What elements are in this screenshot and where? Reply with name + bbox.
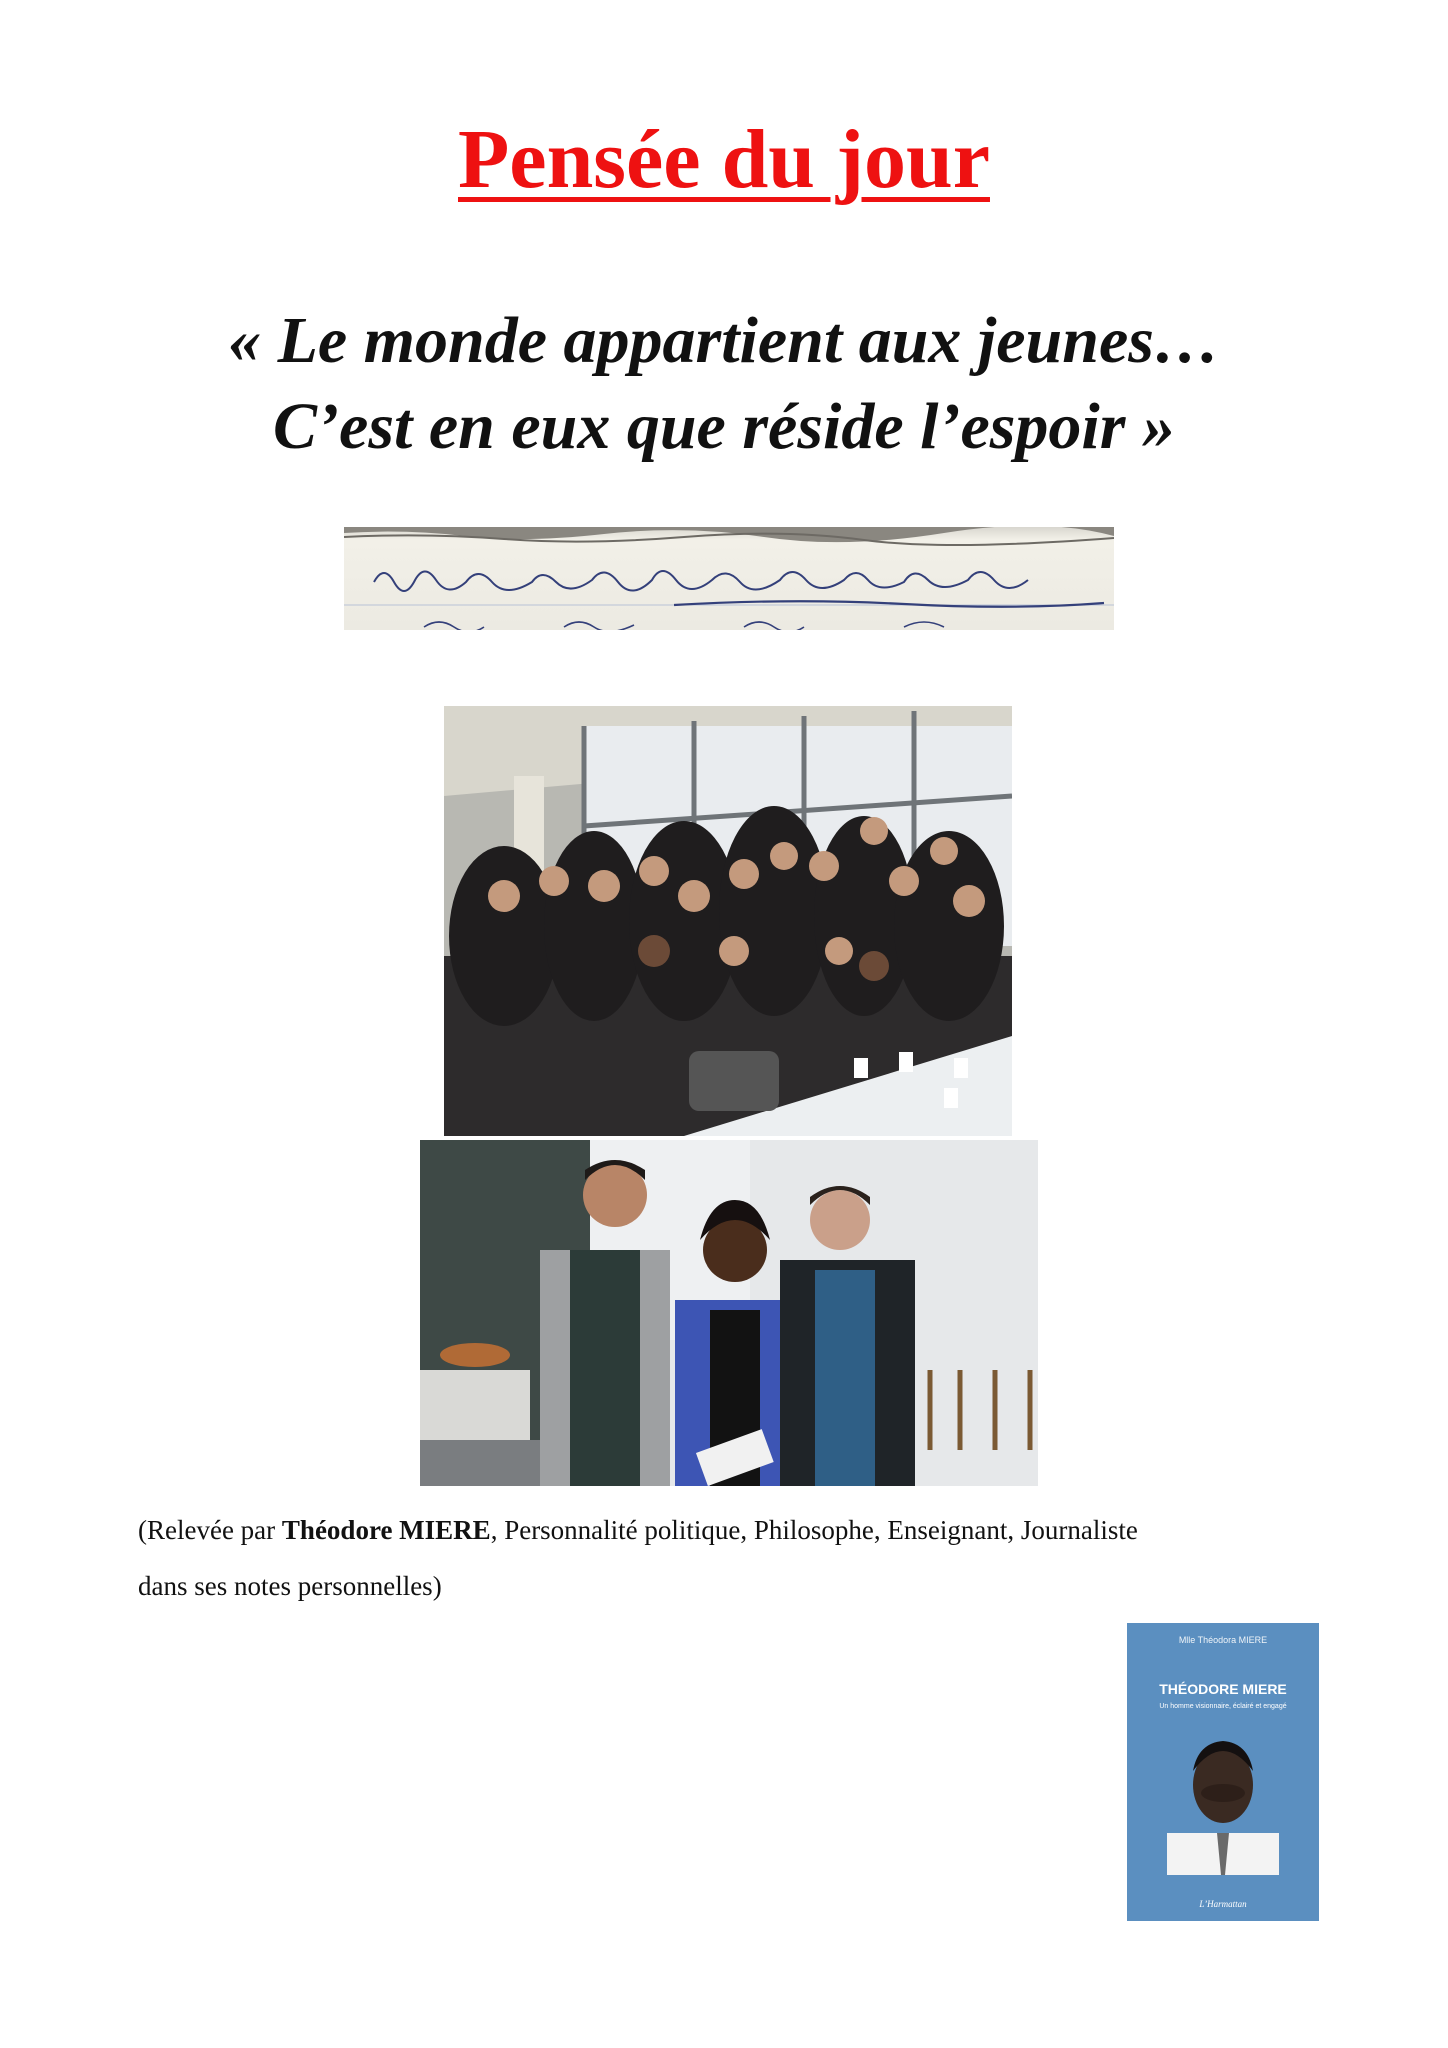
quote-line-2: C’est en eux que réside l’espoir » <box>273 390 1175 463</box>
book-author: Mlle Théodora MIERE <box>1178 1635 1268 1645</box>
book-title: THÉODORE MIERE <box>1159 1681 1287 1697</box>
book-publisher: L’Harmattan <box>1199 1899 1247 1909</box>
caption-author-name: Théodore MIERE <box>281 1515 491 1545</box>
caption-line-2: dans ses notes personnelles) <box>138 1571 442 1601</box>
book-subtitle: Un homme visionnaire, éclairé et engagé <box>1159 1703 1287 1710</box>
trio-photo <box>420 1140 1038 1486</box>
quote-line-1: « Le monde appartient aux jeunes… <box>228 304 1220 377</box>
caption-prefix: (Relevée par <box>138 1515 282 1545</box>
book-cover <box>1127 1623 1319 1921</box>
quote-block <box>0 298 1448 470</box>
page-title-text: Pensée du jour <box>458 113 990 206</box>
caption-roles: , Personnalité politique, Philosophe, Enseignant, Journaliste <box>490 1515 1138 1545</box>
caption-line-1 <box>138 1502 1318 1558</box>
caption <box>138 1502 1318 1614</box>
page-title <box>0 113 1448 206</box>
book-portrait <box>1167 1723 1279 1875</box>
group-photo <box>444 706 1012 1136</box>
handwritten-note-image <box>344 527 1114 630</box>
